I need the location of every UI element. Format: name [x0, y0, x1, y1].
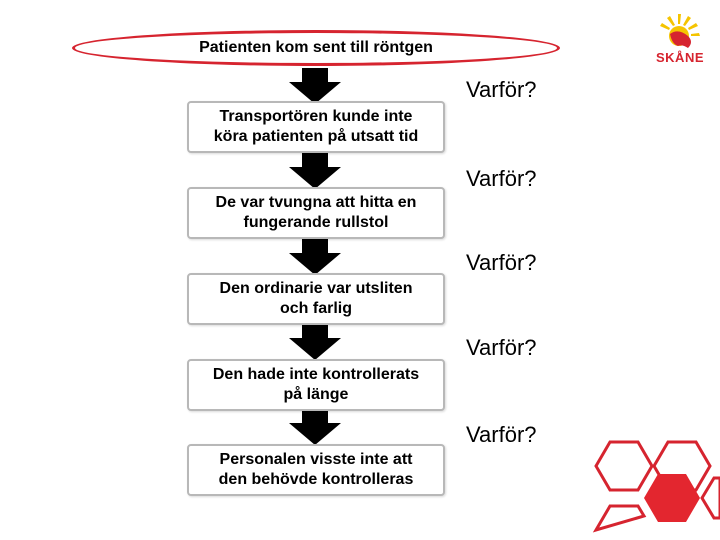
why-label-2: Varför? [466, 166, 537, 191]
step-box-2 [187, 187, 445, 239]
down-arrow-2 [289, 153, 341, 189]
step-1-line-1: Transportören kunde inte [219, 108, 413, 125]
step-box-3 [187, 273, 445, 325]
step-3-line-2: och farlig [279, 300, 352, 317]
step-box-4 [187, 359, 445, 411]
logo-text: SKÅNE [656, 50, 705, 65]
step-box-1 [187, 101, 445, 153]
start-ellipse [72, 30, 560, 66]
step-box-5 [187, 444, 445, 496]
step-5-line-1: Personalen visste inte att [219, 451, 413, 468]
start-label: Patienten kom sent till röntgen [199, 39, 433, 56]
why-label-3: Varför? [466, 250, 537, 275]
step-3-line-1: Den ordinarie var utsliten [219, 280, 413, 297]
step-1-line-2: köra patienten på utsatt tid [213, 128, 419, 145]
step-5-line-2: den behövde kontrolleras [218, 471, 414, 488]
step-2-line-1: De var tvungna att hitta en [215, 194, 417, 211]
down-arrow-5 [289, 409, 341, 445]
down-arrow-3 [289, 239, 341, 275]
down-arrow-4 [289, 324, 341, 360]
down-arrow-1 [289, 68, 341, 104]
step-4-line-2: på länge [283, 386, 349, 403]
why-label-1: Varför? [466, 77, 537, 102]
why-label-4: Varför? [466, 335, 537, 360]
why-label-5: Varför? [466, 422, 537, 447]
step-4-line-1: Den hade inte kontrollerats [212, 366, 420, 383]
step-2-line-2: fungerande rullstol [243, 214, 389, 231]
decorative-hexagons [588, 436, 720, 540]
